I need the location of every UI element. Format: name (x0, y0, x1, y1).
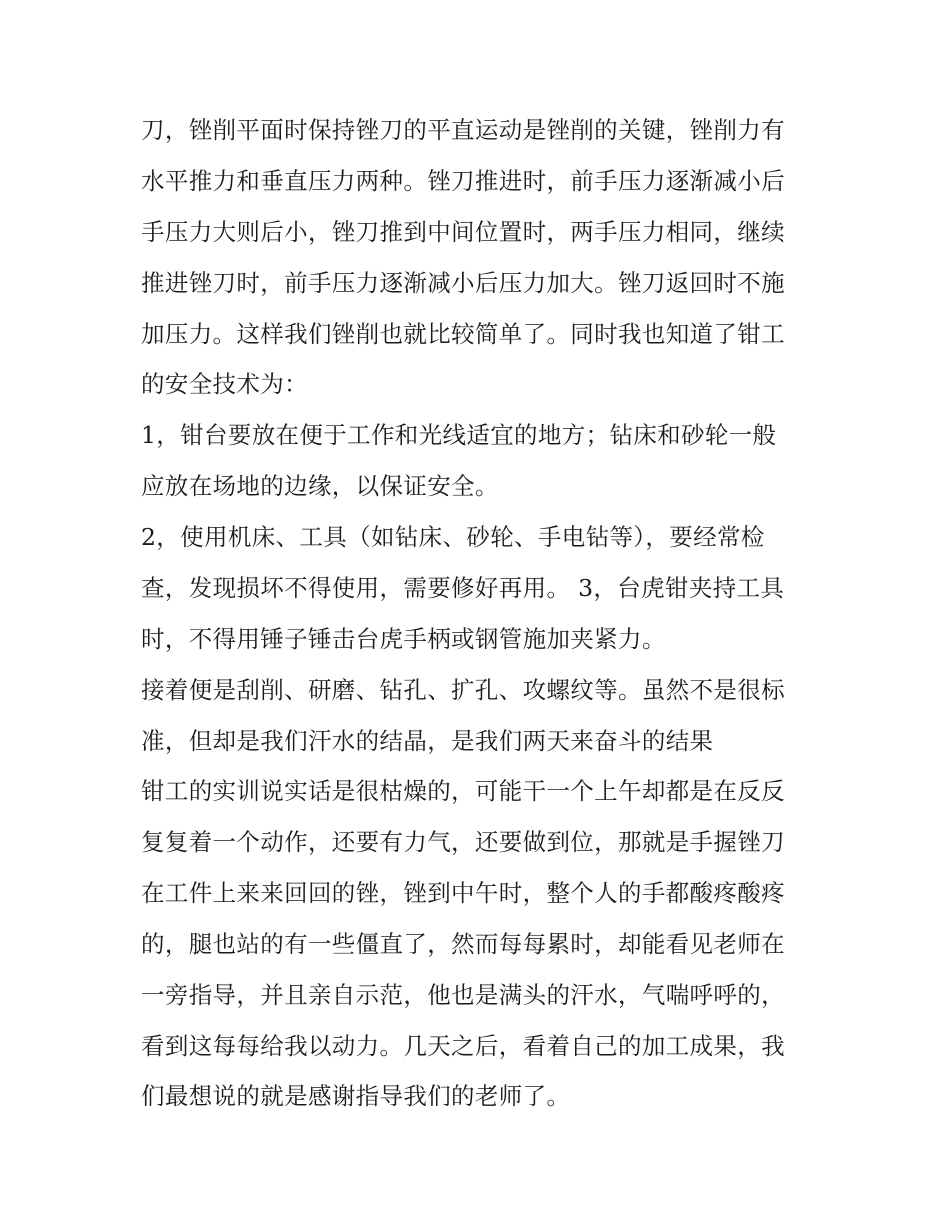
text-line: 刀，锉削平面时保持锉刀的平直运动是锉削的关键，锉削力有 (141, 116, 785, 144)
text-line: 准，但却是我们汗水的结晶，是我们两天来奋斗的结果 (141, 727, 714, 755)
text-line: 接着便是刮削、研磨、钻孔、扩孔、攻螺纹等。虽然不是很标 (141, 676, 785, 704)
text-line: 钳工的实训说实话是很枯燥的，可能干一个上午却都是在反反 (141, 777, 785, 805)
text-line: 在工件上来来回回的锉，锉到中午时，整个人的手都酸疼酸疼 (141, 879, 785, 907)
text-line: 水平推力和垂直压力两种。锉刀推进时，前手压力逐渐减小后 (141, 167, 785, 195)
text-line: 手压力大则后小，锉刀推到中间位置时，两手压力相同，继续 (141, 218, 785, 246)
text-line: 1，钳台要放在便于工作和光线适宜的地方；钻床和砂轮一般 (141, 421, 777, 449)
text-line: 复复着一个动作，还要有力气，还要做到位，那就是手握锉刀 (141, 828, 785, 856)
text-line: 加压力。这样我们锉削也就比较简单了。同时我也知道了钳工 (141, 320, 785, 348)
text-line: 2，使用机床、工具（如钻床、砂轮、手电钻等），要经常检 (141, 523, 765, 551)
text-line: 时，不得用锤子锤击台虎手柄或钢管施加夹紧力。 (141, 625, 666, 653)
text-line: 看到这每每给我以动力。几天之后，看着自己的加工成果，我 (141, 1032, 785, 1060)
text-line: 应放在场地的边缘，以保证安全。 (141, 472, 499, 500)
text-line: 们最想说的就是感谢指导我们的老师了。 (141, 1082, 571, 1110)
text-line: 的，腿也站的有一些僵直了，然而每每累时，却能看见老师在 (141, 930, 785, 958)
text-line: 查，发现损坏不得使用，需要修好再用。 3，台虎钳夹持工具 (141, 574, 785, 602)
text-line: 的安全技术为： (141, 370, 308, 398)
text-line: 一旁指导，并且亲自示范，他也是满头的汗水，气喘呼呼的， (141, 981, 785, 1009)
text-line: 推进锉刀时，前手压力逐渐减小后压力加大。锉刀返回时不施 (141, 269, 785, 297)
